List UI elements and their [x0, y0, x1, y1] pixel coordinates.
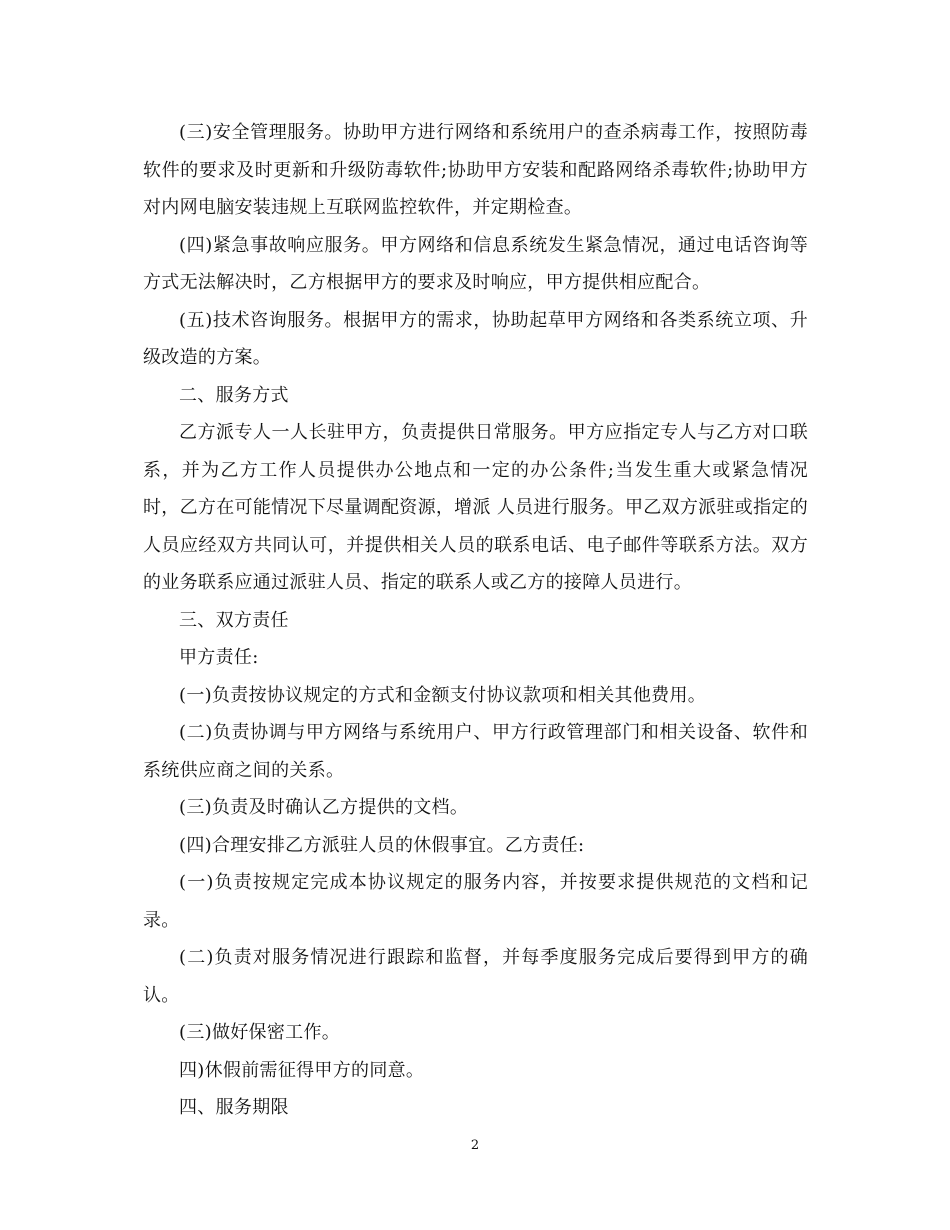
document-body	[143, 114, 808, 1127]
paragraph-party-a-item-2: (二)负责协调与甲方网络与系统用户、甲方行政管理部门和相关设备、软件和系统供应商之间的关系。	[143, 722, 808, 781]
paragraph-technical-consulting: (五)技术咨询服务。根据甲方的需求，协助起草甲方网络和各类系统立项、升级改造的方案。	[143, 309, 808, 368]
paragraph-party-a-item-4: (四)合理安排乙方派驻人员的休假事宜。乙方责任:	[179, 834, 585, 856]
paragraph-party-b-item-2: (二)负责对服务情况进行跟踪和监督，并每季度服务完成后要得到甲方的确认。	[143, 947, 808, 1006]
page-number: 2	[470, 1138, 480, 1153]
party-a-responsibilities-label: 甲方责任:	[179, 647, 259, 668]
paragraph-emergency-response: (四)紧急事故响应服务。甲方网络和信息系统发生紧急情况，通过电话咨询等方式无法解决时，乙方根据甲方的要求及时响应，甲方提供相应配合。	[143, 234, 808, 293]
paragraph-party-b-item-4: 四)休假前需征得甲方的同意。	[179, 1059, 425, 1081]
section-heading-service-period: 四、服务期限	[179, 1097, 289, 1118]
paragraph-party-a-item-3: (三)负责及时确认乙方提供的文档。	[179, 797, 469, 818]
paragraph-party-b-item-1: (一)负责按规定完成本协议规定的服务内容，并按要求提供规范的文档和记录。	[143, 872, 808, 931]
section-heading-service-method: 二、服务方式	[179, 384, 289, 406]
paragraph-party-a-item-1: (一)负责按协议规定的方式和金额支付协议款项和相关其他费用。	[179, 684, 707, 706]
section-heading-responsibilities: 三、双方责任	[179, 609, 289, 631]
paragraph-security-service: (三)安全管理服务。协助甲方进行网络和系统用户的查杀病毒工作，按照防毒软件的要求及时更新和升级防毒软件;协助甲方安装和配路网络杀毒软件;协助甲方对内网电脑安装违规上互联网监控软件，并定期检查。	[143, 122, 808, 218]
paragraph-service-method: 乙方派专人一人长驻甲方，负责提供日常服务。甲方应指定专人与乙方对口联系，并为乙方工作人员提供办公地点和一定的办公条件;当发生重大或紧急情况时，乙方在可能情况下尽量调配资源，增派 人员进行服务。甲乙双方派驻或指定的人员应经双方共同认可，并提供相关人员的联系电话、电子邮件等联系方法。双方的业务联系应通过派驻人员、指定的联系人或乙方的接障人员进行。	[143, 422, 808, 593]
paragraph-party-b-item-3: (三)做好保密工作。	[179, 1022, 341, 1043]
